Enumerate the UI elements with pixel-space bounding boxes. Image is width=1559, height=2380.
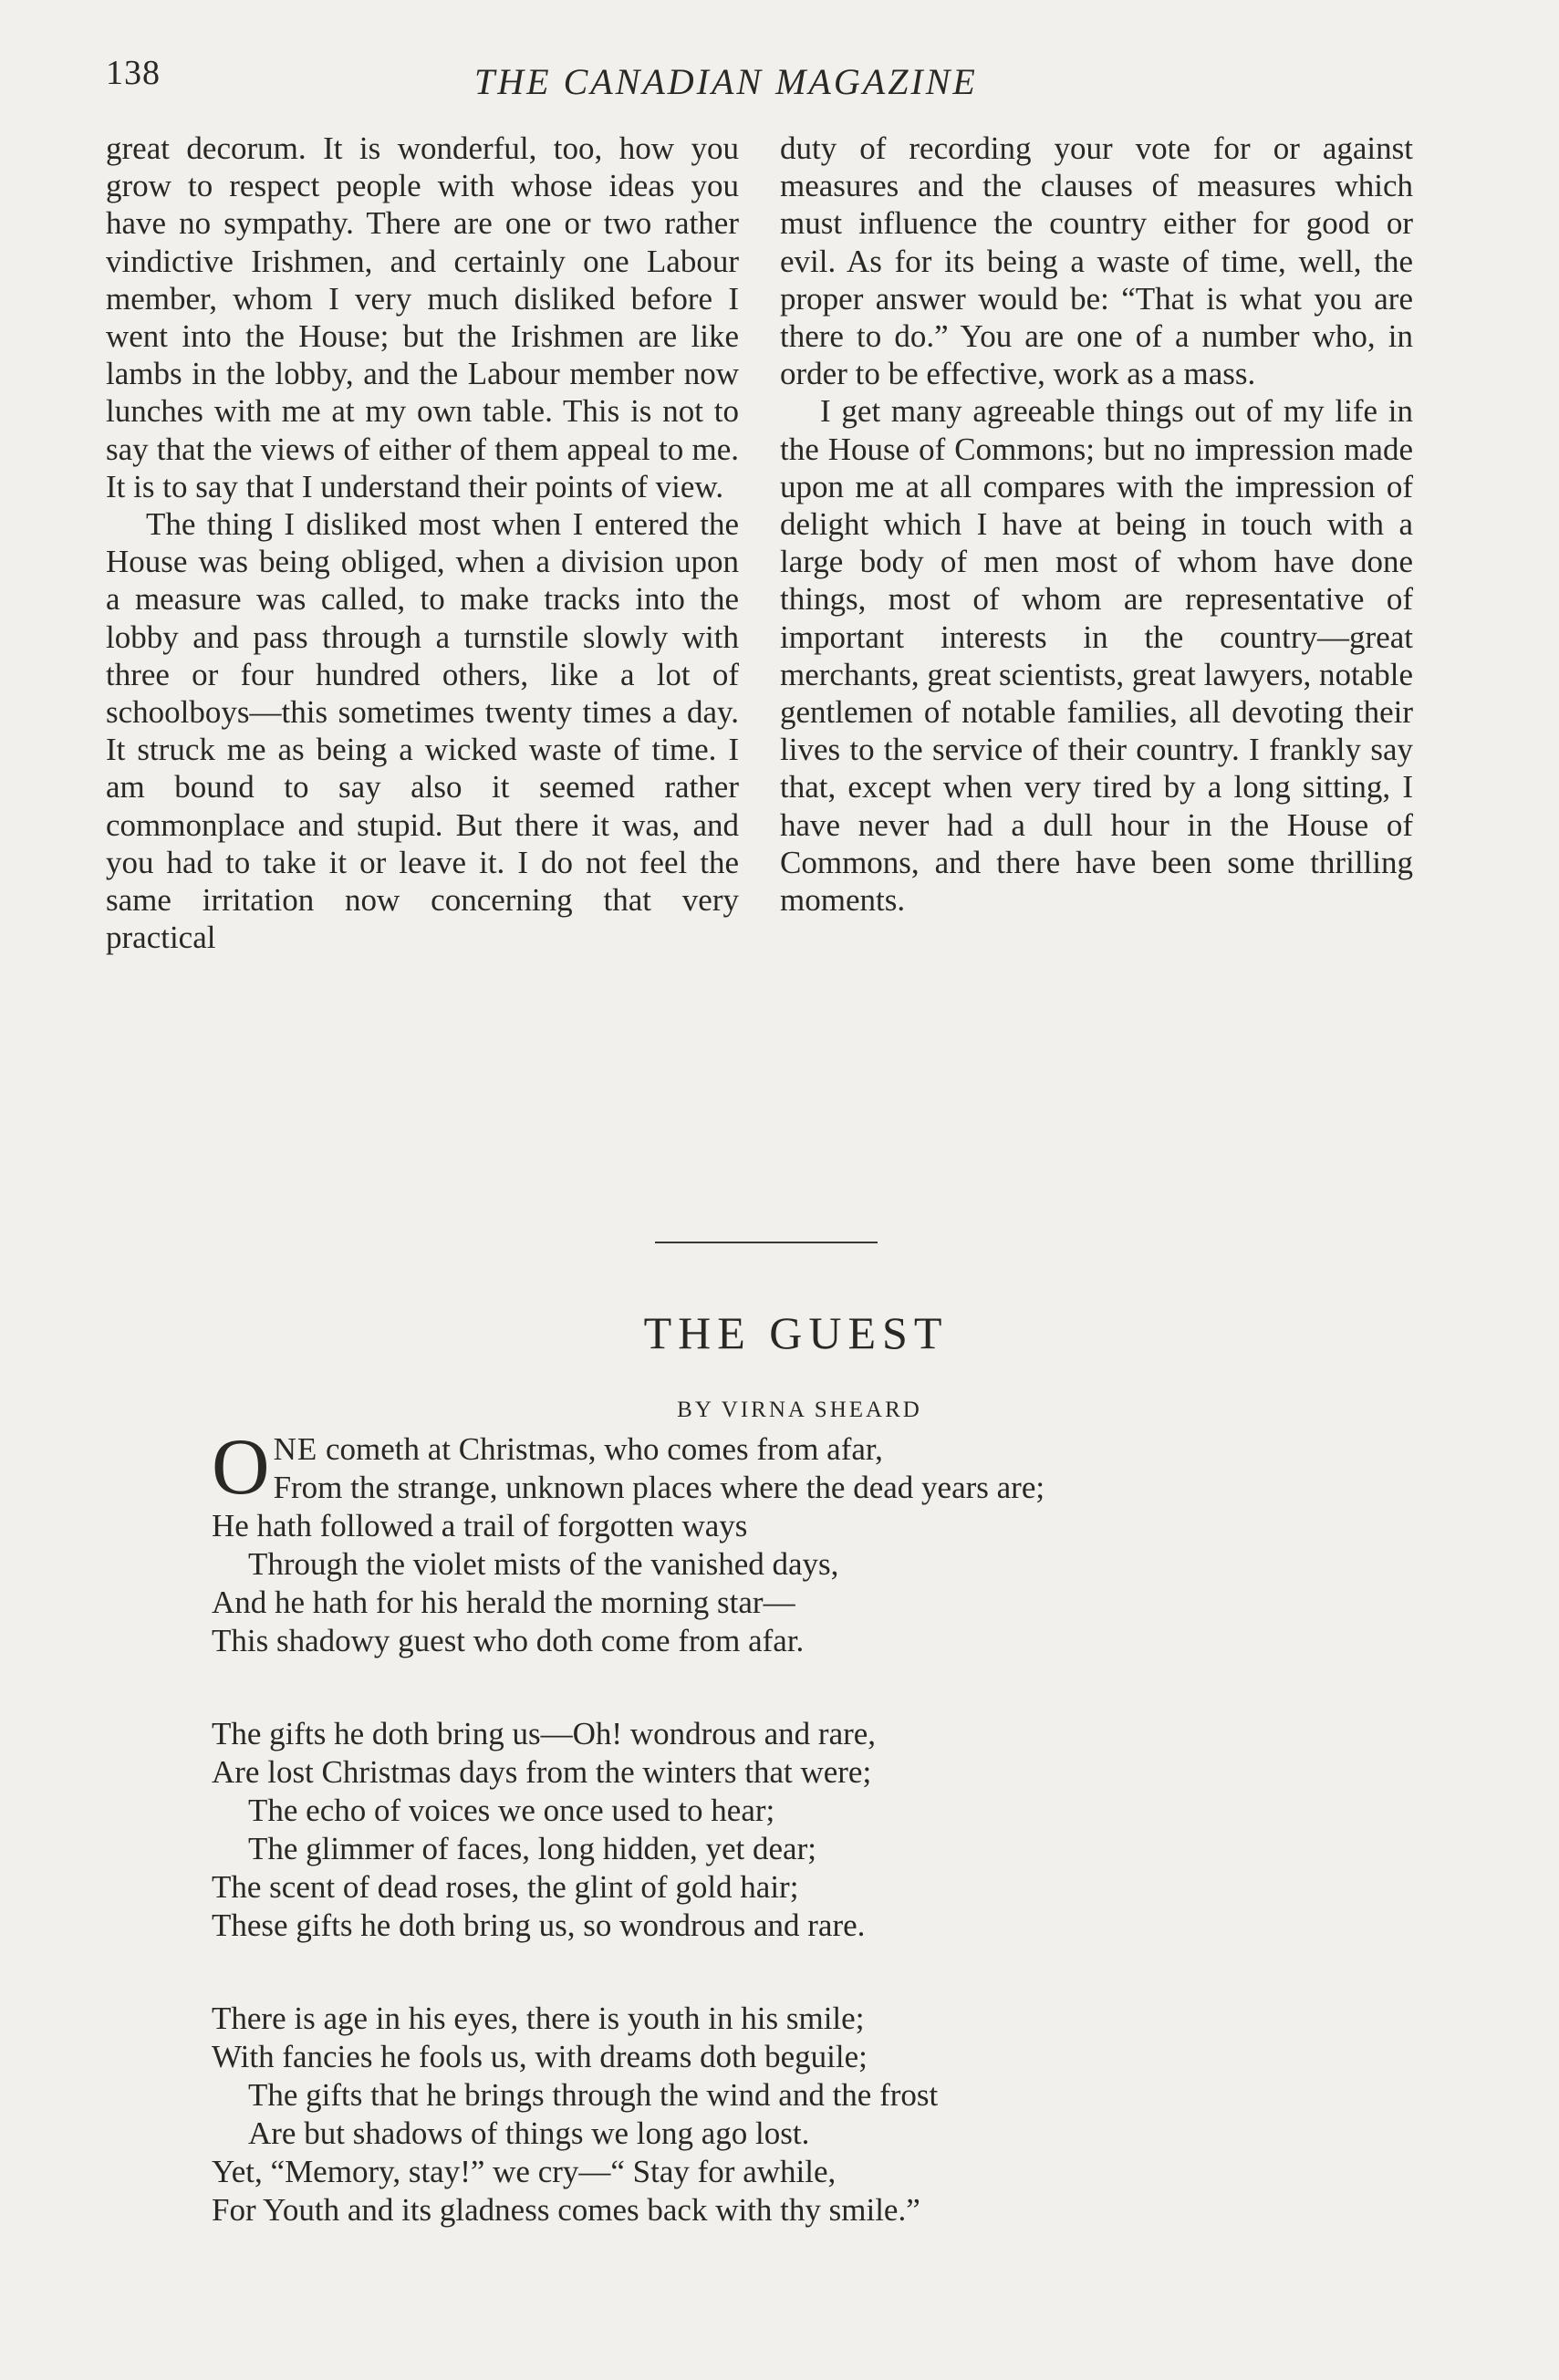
poem-title: THE GUEST xyxy=(643,1307,949,1358)
poem-line: There is age in his eyes, there is youth in his smile; xyxy=(212,2001,865,2036)
first-word-rest: NE xyxy=(273,1431,318,1467)
poem-line: Are but shadows of things we long ago lost. xyxy=(248,2115,810,2151)
paragraph: The thing I disliked most when I entered the House was being obliged, when a division upon a measure was called, to make tracks into the lobby and pass through a turnstile slowly with three or four hundred others, like a lot of schoolboys—this sometimes twenty times a day. It struck me as being a wicked waste of time. I am bound to say also it seemed rather commonplace and stupid. But there it was, and you had to take it or leave it. I do not feel the same irritation now concerning that very practical xyxy=(106,506,739,956)
poem-byline: BY VIRNA SHEARD xyxy=(677,1398,922,1422)
poem-line: From the strange, unknown places where the dead years are; xyxy=(273,1470,1045,1505)
poem-line: Yet, “Memory, stay!” we cry—“ Stay for awhile, xyxy=(212,2154,837,2189)
paragraph: duty of recording your vote for or against measures and the clauses of measures which must influence the country either for good or evil. As for its being a waste of time, well, the proper answer would be: “That is what you are there to do.” You are one of a number who, in order to be effective, work as a mass. xyxy=(780,130,1413,392)
poem-line: The echo of voices we once used to hear; xyxy=(248,1793,775,1828)
poem-line xyxy=(212,1430,1379,1469)
poem-line: These gifts he doth bring us, so wondrous and rare. xyxy=(212,1907,866,1943)
poem-stanza-2 xyxy=(212,1715,1379,1945)
poem-line: And he hath for his herald the morning star— xyxy=(212,1585,795,1620)
paragraph: great decorum. It is wonderful, too, how you grow to respect people with whose ideas you have no sympathy. There are one or two rather vindictive Irishmen, and certainly one Labour member, whom I very much disliked before I went into the House; but the Irishmen are like lambs in the lobby, and the Labour member now lunches with me at my own table. This is not to say that the views of either of them appeal to me. It is to say that I understand their points of view. xyxy=(106,130,739,504)
first-line-rest: cometh at Christmas, who comes from afar, xyxy=(317,1431,883,1467)
section-divider xyxy=(655,1242,878,1243)
poem-line: The gifts that he brings through the wind and the frost xyxy=(248,2077,939,2113)
poem-line: The gifts he doth bring us—Oh! wondrous and rare, xyxy=(212,1716,877,1751)
paragraph: I get many agreeable things out of my life in the House of Commons; but no impression made upon me at all compares with the impression of delight which I have at being in touch with a large body of men most of whom have done things, most of whom are representative of important interests in the country—great merchants, great scientists, great lawyers, notable gentlemen of notable families, all devoting their lives to the service of their country. I frankly say that, except when very tired by a long sitting, I have never had a dull hour in the House of Commons, and there have been some thrilling moments. xyxy=(780,393,1413,919)
poem-line: With fancies he fools us, with dreams doth beguile; xyxy=(212,2039,868,2074)
poem-line: The scent of dead roses, the glint of gold hair; xyxy=(212,1869,799,1905)
poem-body xyxy=(212,1423,1379,2284)
poem-line: The glimmer of faces, long hidden, yet dear; xyxy=(248,1831,816,1866)
running-title: THE CANADIAN MAGAZINE xyxy=(474,61,978,102)
article-column-right xyxy=(780,130,1413,919)
poem-stanza-3 xyxy=(212,2000,1379,2229)
poem-line: He hath followed a trail of forgotten ways xyxy=(212,1508,748,1543)
poem-stanza-1 xyxy=(212,1423,1379,1660)
poem-line: Through the violet mists of the vanished days, xyxy=(248,1546,839,1582)
page-number: 138 xyxy=(106,54,161,92)
poem-line: This shadowy guest who doth come from afar. xyxy=(212,1623,805,1658)
drop-cap: O xyxy=(212,1423,270,1512)
poem-line: Are lost Christmas days from the winters that were; xyxy=(212,1754,872,1790)
article-column-left xyxy=(106,130,739,956)
poem-line: For Youth and its gladness comes back with thy smile.” xyxy=(212,2192,920,2228)
